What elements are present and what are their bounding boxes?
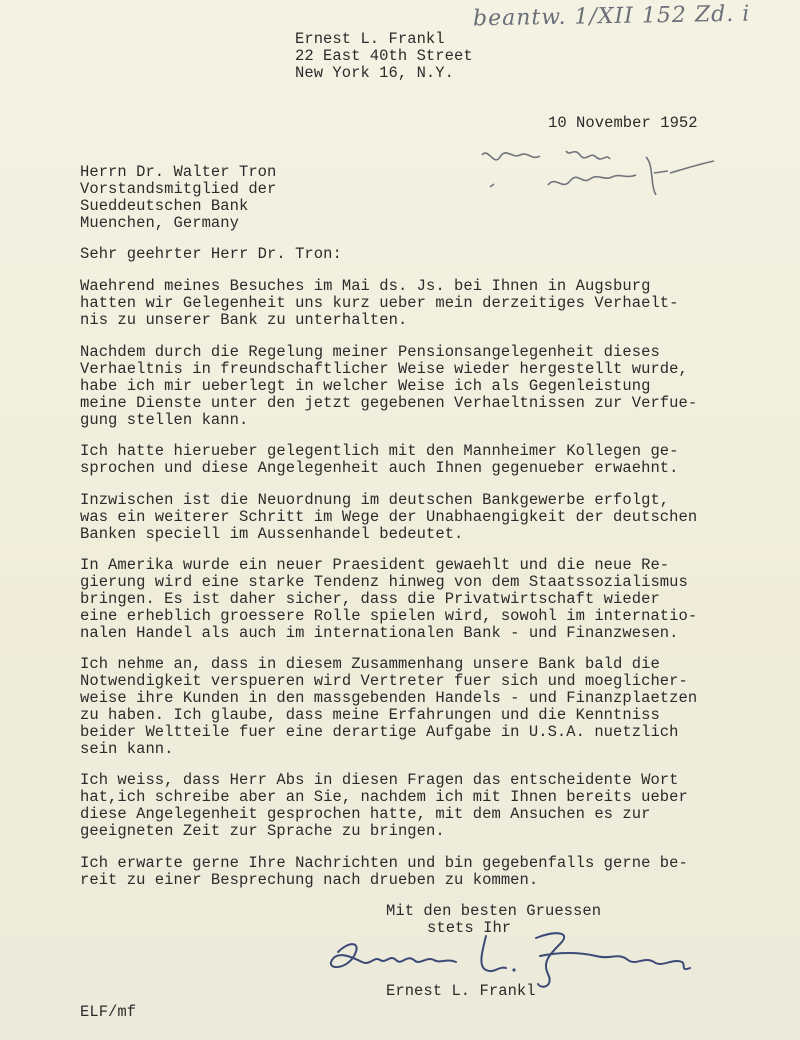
body-line: hat,ich schreibe aber an Sie, nachdem ich mit Ihnen bereits ueber	[80, 788, 688, 806]
body-line: reit zu einer Besprechung nach drueben zu kommen.	[80, 871, 539, 889]
body-line: Ich hatte hierueber gelegentlich mit den Mannheimer Kollegen ge-	[80, 442, 679, 460]
reference-initials: ELF/mf	[80, 1003, 137, 1021]
body-line: Banken speciell im Aussenhandel bedeutet.	[80, 525, 464, 543]
body-line: nis zu unserer Bank zu unterhalten.	[80, 311, 408, 329]
recipient-bank: Sueddeutschen Bank	[80, 197, 249, 215]
letterhead-city: New York 16, N.Y.	[295, 64, 454, 82]
closing-greeting: Mit den besten Gruessen	[386, 902, 602, 920]
body-line: Verhaeltnis in freundschaftlicher Weise wieder hergestellt wurde,	[80, 360, 688, 378]
body-line: geeigneten Zeit zur Sprache zu bringen.	[80, 822, 445, 840]
body-line: nalen Handel als auch im internationalen Bank - und Finanzwesen.	[80, 624, 679, 642]
typed-signature-name: Ernest L. Frankl	[386, 982, 536, 1000]
body-line: diese Angelegenheit gesprochen hatte, mit dem Ansuchen es zur	[80, 805, 651, 823]
body-line: gung stellen kann.	[80, 411, 249, 429]
body-line: was ein weiterer Schritt im Wege der Unabhaengigkeit der deutschen	[80, 508, 698, 526]
letterhead-name: Ernest L. Frankl	[295, 30, 445, 48]
recipient-name: Herrn Dr. Walter Tron	[80, 163, 277, 181]
salutation: Sehr geehrter Herr Dr. Tron:	[80, 245, 342, 263]
body-line: sein kann.	[80, 740, 174, 758]
body-line: gierung wird eine starke Tendenz hinweg von dem Staatssozialismus	[80, 573, 688, 591]
closing-stets-ihr: stets Ihr	[427, 919, 512, 937]
handwritten-reply-note: beantw. 1/XII 152 Zd. i	[472, 1, 751, 32]
body-line: Ich nehme an, dass in diesem Zusammenhang unsere Bank bald die	[80, 655, 660, 673]
recipient-city: Muenchen, Germany	[80, 214, 239, 232]
body-line: Inzwischen ist die Neuordnung im deutschen Bankgewerbe erfolgt,	[80, 491, 670, 509]
letterhead-street: 22 East 40th Street	[295, 47, 473, 65]
body-line: zu haben. Ich glaube, dass meine Erfahrungen und die Kenntniss	[80, 706, 660, 724]
body-line: Waehrend meines Besuches im Mai ds. Js. bei Ihnen in Augsburg	[80, 277, 651, 295]
letter-date: 10 November 1952	[548, 114, 698, 132]
body-line: hatten wir Gelegenheit uns kurz ueber mein derzeitiges Verhaelt-	[80, 294, 679, 312]
recipient-title: Vorstandsmitglied der	[80, 180, 277, 198]
body-line: Notwendigkeit verspueren wird Vertreter fuer sich und moeglicher-	[80, 672, 688, 690]
body-line: eine erheblich groessere Rolle spielen wird, sowohl im internatio-	[80, 607, 698, 625]
body-line: bringen. Es ist daher sicher, dass die Privatwirtschaft wieder	[80, 590, 660, 608]
body-line: sprochen und diese Angelegenheit auch Ihnen gegenueber erwaehnt.	[80, 459, 679, 477]
handwritten-scribble	[470, 145, 730, 205]
body-line: Ich erwarte gerne Ihre Nachrichten und bin gegebenfalls gerne be-	[80, 854, 688, 872]
body-line: meine Dienste unter den jetzt gegebenen Verhaeltnissen zur Verfue-	[80, 394, 698, 412]
body-line: Nachdem durch die Regelung meiner Pensionsangelegenheit dieses	[80, 343, 660, 361]
body-line: Ich weiss, dass Herr Abs in diesen Fragen das entscheidente Wort	[80, 771, 679, 789]
body-line: In Amerika wurde ein neuer Praesident gewaehlt und die neue Re-	[80, 556, 670, 574]
body-line: habe ich mir ueberlegt in welcher Weise ich als Gegenleistung	[80, 377, 651, 395]
body-line: beider Weltteile fuer eine derartige Aufgabe in U.S.A. nuetzlich	[80, 723, 679, 741]
body-line: weise ihre Kunden in den massgebenden Handels - und Finanzplaetzen	[80, 689, 698, 707]
